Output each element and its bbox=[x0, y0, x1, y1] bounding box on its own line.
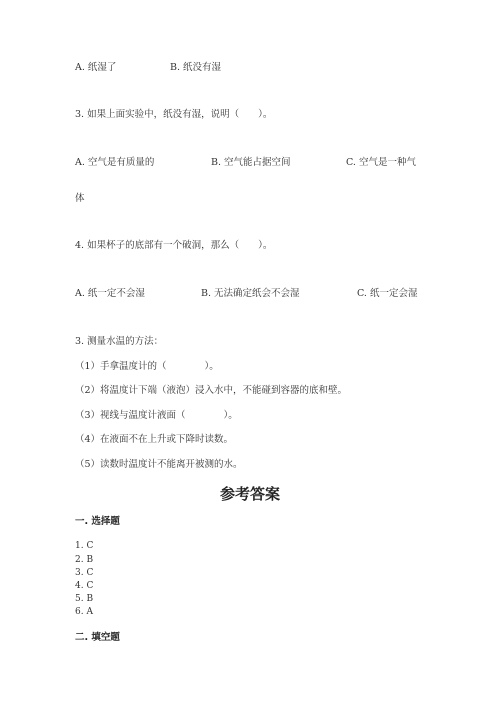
option-a: A. 空气是有质量的 bbox=[75, 157, 155, 168]
step-item: （1）手拿温度计的（ ）。 bbox=[75, 361, 219, 372]
answer-key-title: 参考答案 bbox=[219, 485, 280, 503]
step-item: （2）将温度计下端（液泡）浸入水中，不能碰到容器的底和壁。 bbox=[75, 385, 348, 396]
answer-item: 6. A bbox=[75, 607, 93, 617]
question-stem: 3. 如果上面实验中，纸没有湿，说明（ ）。 bbox=[75, 109, 273, 120]
answer-item: 5. B bbox=[75, 594, 94, 604]
section-heading-fill: 二. 填空题 bbox=[75, 632, 120, 643]
option-b: B. 纸没有湿 bbox=[170, 62, 222, 73]
section-heading: 3. 测量水温的方法： bbox=[75, 336, 164, 347]
step-item: （5）读数时温度计不能离开被测的水。 bbox=[75, 459, 243, 470]
step-item: （4）在液面不在上升或下降时读数。 bbox=[75, 434, 234, 445]
question-stem: 4. 如果杯子的底部有一个破洞，那么（ ）。 bbox=[75, 240, 273, 251]
answer-item: 1. C bbox=[75, 541, 94, 551]
step-item: （3）视线与温度计液面（ ）。 bbox=[75, 410, 238, 421]
answer-item: 2. B bbox=[75, 555, 94, 565]
option-a: A. 纸一定不会湿 bbox=[75, 288, 145, 299]
option-c-continuation: 体 bbox=[75, 193, 85, 204]
section-heading-choice: 一. 选择题 bbox=[75, 516, 120, 527]
option-b: B. 空气能占据空间 bbox=[211, 157, 291, 168]
option-b: B. 无法确定纸会不会湿 bbox=[201, 288, 300, 299]
option-a: A. 纸湿了 bbox=[75, 62, 117, 73]
option-c: C. 空气是一种气 bbox=[346, 157, 416, 168]
answer-item: 4. C bbox=[75, 581, 94, 591]
option-c: C. 纸一定会湿 bbox=[357, 288, 418, 299]
answer-item: 3. C bbox=[75, 568, 94, 578]
